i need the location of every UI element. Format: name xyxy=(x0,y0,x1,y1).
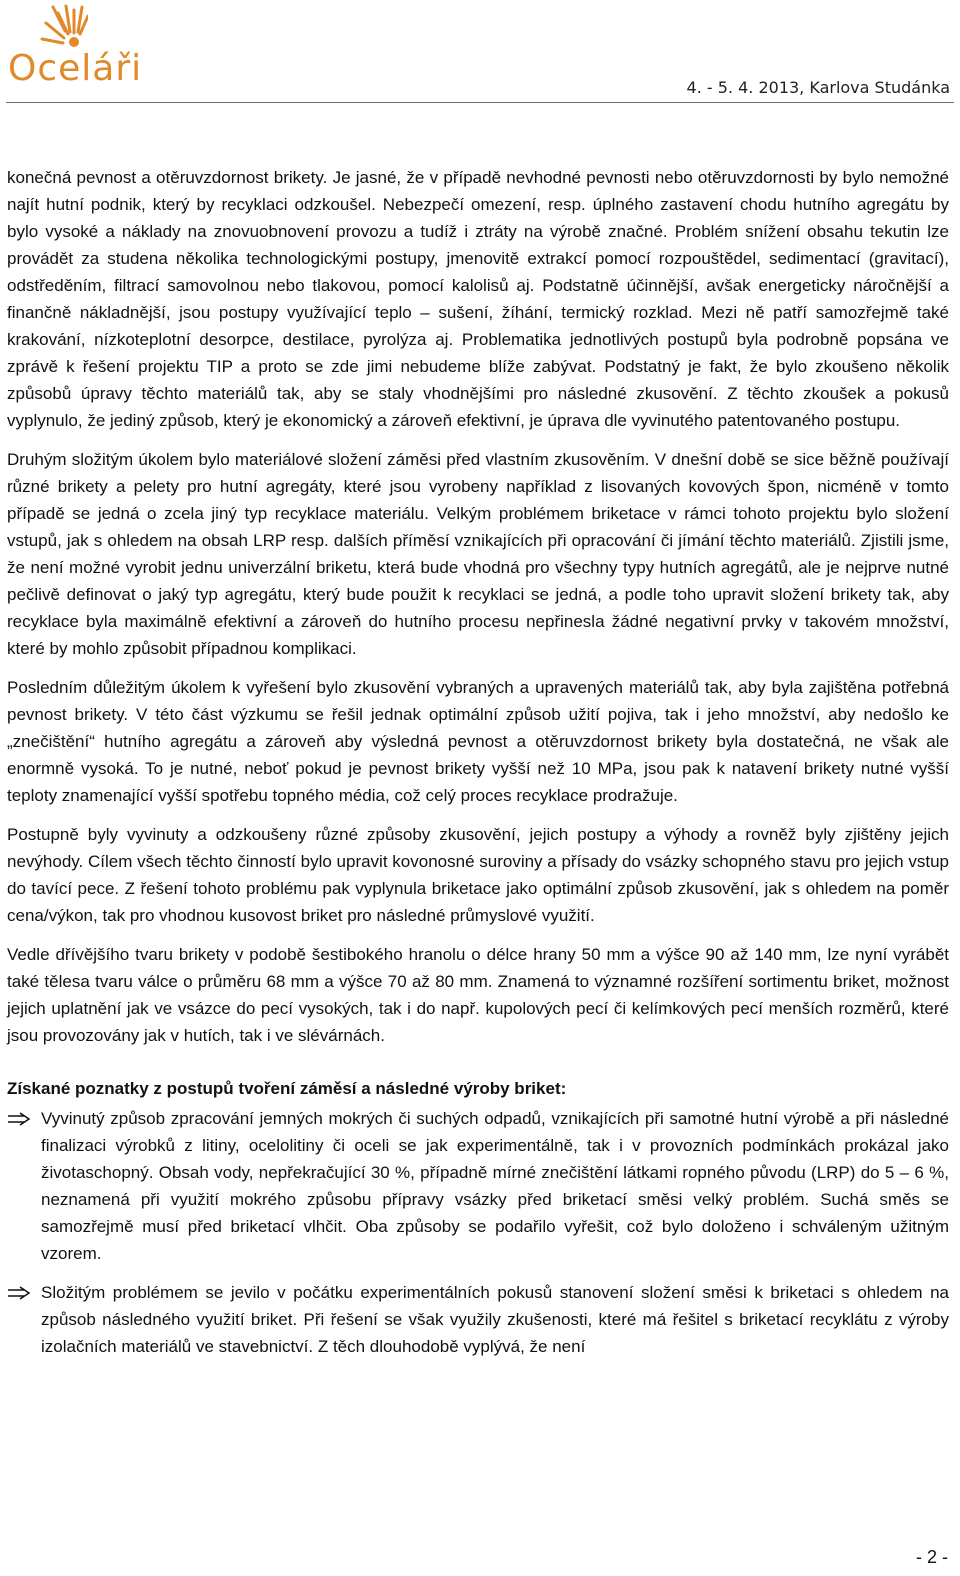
page-header xyxy=(0,0,960,106)
body-paragraph: Vedle dřívějšího tvaru brikety v podobě šestibokého hranolu o délce hrany 50 mm a výšce 90 až 140 mm, lze nyní vyrábět také tělesa tvaru válce o průměru 68 mm a výšce 70 až 80 mm. Znamená to významné rozšíření sortimentu briket, možnost jejich uplatnění jak ve vsázce do pecí vysokých, tak i do např. kupolových pecí či kelímkových pecí menších rozměrů, které jsou provozovány jak v hutích, tak i ve slévárnách. xyxy=(7,945,949,1045)
section-heading: Získané poznatky z postupů tvoření záměsí a následné výroby briket: xyxy=(7,1079,567,1098)
logo-text: Oceláři xyxy=(8,48,143,89)
sun-rays-logo-icon xyxy=(8,4,88,48)
body-paragraph: konečná pevnost a otěruvzdornost brikety. Je jasné, že v případě nevhodné pevnosti nebo otěruvzdornosti by bylo nemožné najít hutní podnik, který by recyklaci odzkoušel. Nebezpečí omezení, resp. úplného zastavení chodu hutního agregátu by bylo vysoké a náklady na znovuobnovení provozu a tudíž i ztráty na výrobě značné. Problém snížení obsahu tekutin lze provádět za studena několika technologickými postupy, jmenovitě extrakcí pomocí rozpouštědel, sedimentací (gravitací), odstředěním, filtrací samovolnou nebo tlakovou, pomocí kalolisů aj. Podstatně účinnější, avšak energeticky náročnější a finančně nákladnější, jsou postupy využívající teplo – sušení, žíhání, termický rozklad. Mezi ně patří samozřejmě také krakování, nízkoteplotní desorpce, destilace, pyrolýza aj. Problematika jednotlivých postupů byla podrobně popsána ve zprávě k řešení projektu TIP a proto se zde jimi nebudeme blíže zabývat. Podstatný je fakt, že bylo zkoušeno několik způsobů úpravy těchto materiálů tak, aby se staly vhodnějšími pro následné zkusovění. Z těchto zkoušek a pokusů vyplynulo, že jediný způsob, který je ekonomický a zároveň efektivní, je úprava dle vyvinutého patentovaného postupu. xyxy=(7,168,949,430)
bullet-item xyxy=(7,1279,949,1360)
body-paragraph: Druhým složitým úkolem bylo materiálové složení záměsi před vlastním zkusověním. V dnešní době se sice běžně používají různé brikety a pelety pro hutní agregáty, které jsou vyrobeny například z lisovaných kovových špon, nicméně v tomto případě se jedná o zcela jiný typ recyklace materiálu. Velkým problémem briketace v rámci tohoto projektu bylo složení vstupů, jak s ohledem na obsah LRP resp. dalších příměsí vznikajících při opracování či jímání těchto materiálů. Zjistili jsme, že není možné vyrobit jednu univerzální briketu, která bude vhodná pro všechny typy hutních agregátů, ale je nejprve nutné pečlivě definovat o jaký typ agregátu, který bude použit k recyklaci se jedná, a podle toho upravit složení brikety tak, aby recyklace byla maximálně efektivní a zároveň do hutního procesu nepřinesla žádné negativní prvky v takovém množství, které by mohlo způsobit případnou komplikaci. xyxy=(7,450,949,658)
bullet-text: Vyvinutý způsob zpracování jemných mokrých či suchých odpadů, vznikajících při samotné hutní výrobě a při následné finalizaci výrobků z litiny, ocelolitiny či oceli se jak experimentálně, tak i v provozních podmínkách prokázal jako životaschopný. Obsah vody, nepřekračující 30 %, případně mírné znečištění látkami ropného původu (LRP) do 5 – 6 %, neznamená při využití mokrého způsobu přípravy vsázky před briketací směsi velký problém. Suchá směs se samozřejmě musí před briketací vlhčit. Oba způsoby se podařilo vyřešit, což bylo doloženo i schváleným užitným vzorem. xyxy=(41,1109,949,1263)
page-number: - 2 - xyxy=(915,1547,948,1567)
header-divider xyxy=(6,102,954,103)
body-paragraph: Posledním důležitým úkolem k vyřešení bylo zkusovění vybraných a upravených materiálů tak, aby byla zajištěna potřebná pevnost brikety. V této část výzkumu se řešil jednak optimální způsob užití pojiva, tak i jeho množství, aby nedošlo ke „znečištění“ hutního agregátu a zároveň aby výsledná pevnost a otěruvzdornost brikety byla dostatečná, ne však ale enormně vysoká. To je nutné, neboť pokud je pevnost brikety vyšší než 10 MPa, jsou pak k natavení brikety nutné vyšší teploty znamenající vyšší spotřebu topného média, což celý proces recyklace prodražuje. xyxy=(7,678,949,805)
bullet-text: Složitým problémem se jevilo v počátku experimentálních pokusů stanovení složení směsi k briketaci s ohledem na způsob následného využití briket. Při řešení se však využily zkušenosti, které má řešitel s briketací recyklátu z výroby izolačních materiálů ve stavebnictví. Z těch dlouhodobě vyplývá, že není xyxy=(41,1283,949,1356)
body-paragraph: Postupně byly vyvinuty a odzkoušeny různé způsoby zkusovění, jejich postupy a výhody a rovněž byly zjištěny jejich nevýhody. Cílem všech těchto činností bylo upravit kovonosné suroviny a přísady do vsázky schopného stavu pro jejich vstup do tavící pece. Z řešení tohoto problému pak vyplynula briketace jako optimální způsob zkusovění, jak s ohledem na poměr cena/výkon, tak pro vhodnou kusovost briket pro následné průmyslové využití. xyxy=(7,825,949,925)
double-arrow-right-icon xyxy=(7,1112,31,1126)
oceleri-logo xyxy=(8,4,158,90)
conference-date-location: 4. - 5. 4. 2013, Karlova Studánka xyxy=(686,78,950,97)
double-arrow-right-icon xyxy=(7,1286,31,1300)
bullet-item xyxy=(7,1105,949,1267)
document-body xyxy=(7,164,949,1372)
